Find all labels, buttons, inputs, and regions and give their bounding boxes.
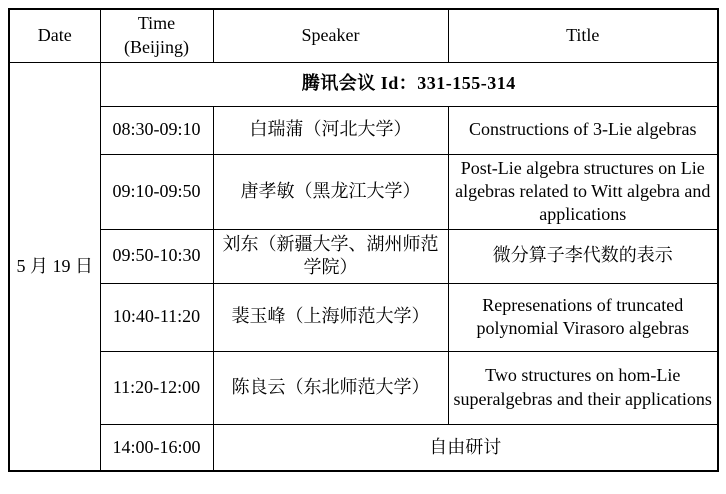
- meeting-id-cell: 腾讯会议 Id：331-155-314: [100, 62, 718, 106]
- speaker-cell: 陈良云（东北师范大学）: [213, 351, 448, 424]
- table-row: [9, 229, 718, 283]
- title-cell: Post-Lie algebra structures on Lie algebras related to Witt algebra and applications: [448, 154, 718, 229]
- time-cell: 09:10-09:50: [100, 154, 213, 229]
- conference-schedule-table: [8, 8, 719, 472]
- time-cell: 08:30-09:10: [100, 106, 213, 154]
- title-cell: Represenations of truncated polynomial Virasoro algebras: [448, 283, 718, 351]
- header-date: Date: [9, 9, 100, 62]
- title-cell: Two structures on hom-Lie superalgebras and their applications: [448, 351, 718, 424]
- header-time-line1: Time: [137, 13, 176, 34]
- table-row: [9, 283, 718, 351]
- table-row: [9, 154, 718, 229]
- header-time: [100, 9, 213, 62]
- time-cell: 14:00-16:00: [100, 424, 213, 471]
- header-time-line2: (Beijing): [124, 36, 189, 57]
- title-cell: 微分算子李代数的表示: [448, 229, 718, 283]
- table-row: [9, 106, 718, 154]
- title-cell: Constructions of 3-Lie algebras: [448, 106, 718, 154]
- header-row: [9, 9, 718, 62]
- time-cell: 11:20-12:00: [100, 351, 213, 424]
- time-cell: 09:50-10:30: [100, 229, 213, 283]
- table-row: [9, 351, 718, 424]
- header-title: Title: [448, 9, 718, 62]
- speaker-cell: 白瑞蒲（河北大学）: [213, 106, 448, 154]
- speaker-cell: 裴玉峰（上海师范大学）: [213, 283, 448, 351]
- time-cell: 10:40-11:20: [100, 283, 213, 351]
- meeting-id-row: [9, 62, 718, 106]
- speaker-cell: 刘东（新疆大学、湖州师范学院）: [213, 229, 448, 283]
- speaker-cell: 唐孝敏（黑龙江大学）: [213, 154, 448, 229]
- free-discussion-cell: 自由研讨: [213, 424, 718, 471]
- header-speaker: Speaker: [213, 9, 448, 62]
- date-cell: 5 月 19 日: [9, 62, 100, 471]
- free-discussion-row: [9, 424, 718, 471]
